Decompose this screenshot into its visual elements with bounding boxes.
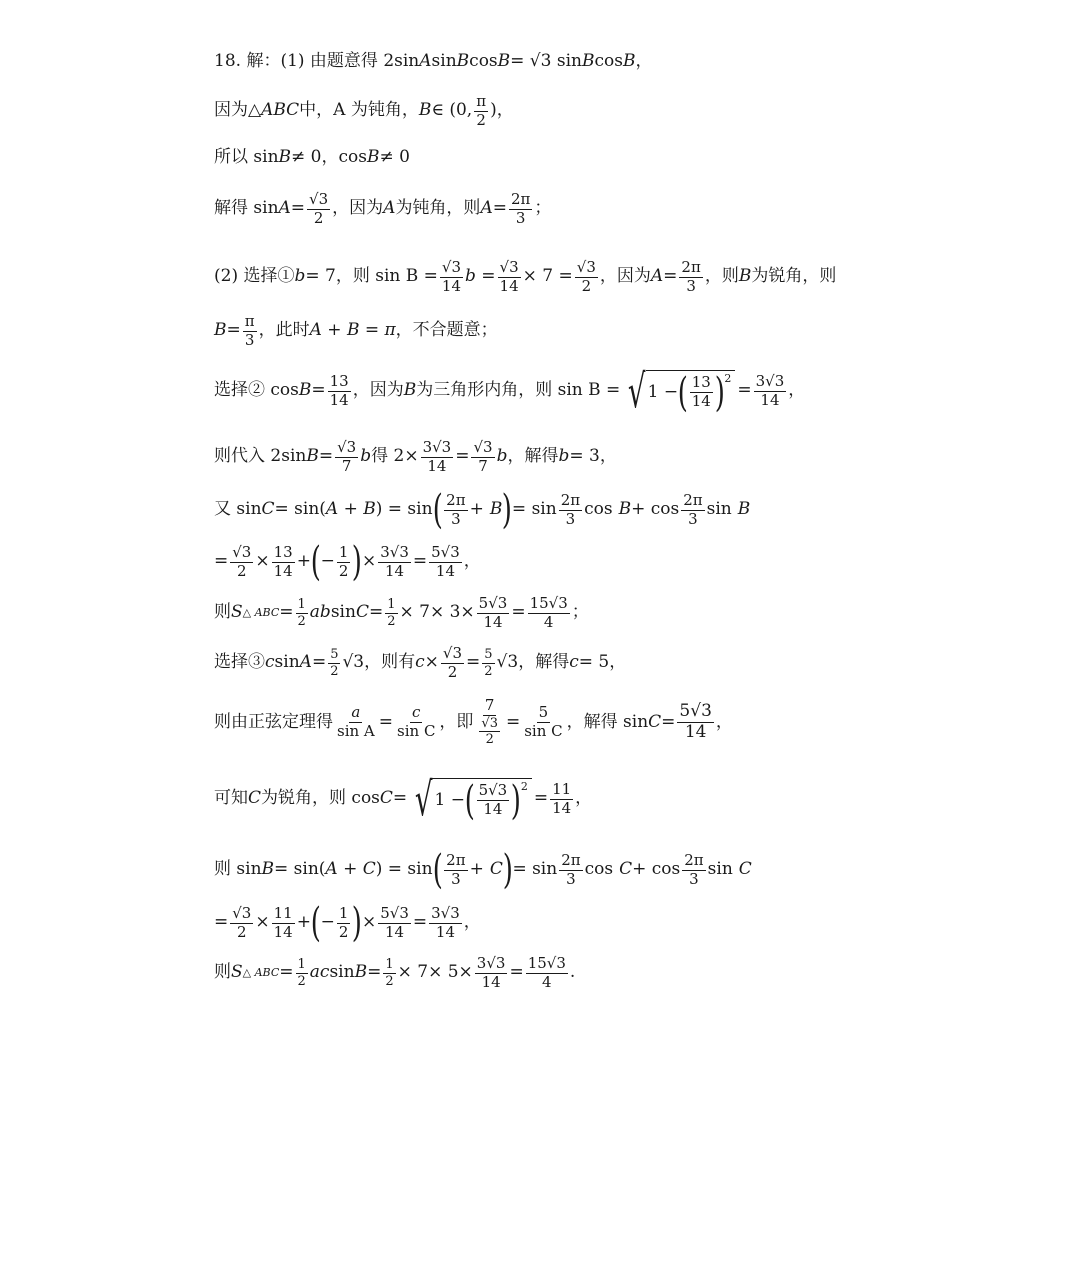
text: ； [571, 602, 589, 623]
var: B [366, 147, 380, 167]
text: = [466, 652, 481, 673]
fraction: $\frac{13}{14}$ [329, 371, 349, 409]
fraction: $\frac{2\pi}{3}$ [683, 490, 703, 528]
text: √3，则有 [342, 652, 416, 673]
text: + [469, 859, 484, 880]
fraction: $\frac{a}{\text{sin A}}$ [337, 703, 375, 741]
fraction: $\frac{5}{2}$ [330, 647, 339, 679]
text: (2) 选择① [214, 266, 295, 287]
solution-line-5 [214, 260, 836, 295]
text: sin [274, 652, 300, 673]
var: b [496, 446, 508, 467]
text: ，即 [439, 711, 474, 732]
expr: A + B = π [309, 320, 396, 341]
text: 则由正弦定理得 [214, 711, 333, 732]
text: 可知 [214, 788, 248, 809]
fraction: $\frac{√3}{2}$ [309, 190, 329, 227]
square-root: √ 1 − ( $\frac{5√3}{14}$ ) $^2$ [409, 776, 532, 822]
var: B [738, 266, 752, 287]
text: )， [490, 100, 514, 121]
text: = [533, 788, 549, 809]
text: × [361, 551, 377, 572]
fraction: $\frac{2\pi}{3}$ [510, 190, 531, 227]
text: = sin( [274, 499, 326, 520]
fraction: $\frac{5}{\text{sin C}}$ [524, 703, 563, 741]
var: A [383, 198, 396, 219]
text: = [368, 602, 384, 623]
radical-sign: √ [628, 364, 646, 418]
text: = [663, 266, 678, 287]
var: C [379, 788, 393, 809]
text: + [296, 912, 311, 933]
radical-sign: √ [415, 772, 433, 826]
text: = 7，则 sin B = [305, 266, 438, 287]
fraction: $\frac{c}{\text{sin C}}$ [397, 703, 436, 741]
fraction: $\frac{1}{2}$ [297, 597, 306, 629]
solution-line-2 [214, 94, 514, 129]
text: = √3 sin [510, 51, 582, 71]
text: = [290, 198, 306, 219]
fraction: $\frac{1}{2}$ [297, 957, 306, 989]
text: = sin [511, 499, 557, 520]
fraction: $\frac{√3}{7}$ [337, 438, 357, 475]
text: sin [706, 499, 732, 520]
var: B [403, 380, 417, 401]
var: A [650, 266, 664, 287]
var: ac [309, 962, 330, 983]
text: ，因为 [332, 198, 384, 219]
fraction: $\frac{√3}{2}$ [232, 542, 252, 580]
text: ，不合题意； [395, 320, 498, 341]
text: = [214, 912, 229, 933]
text: 为锐角，则 cos [261, 788, 380, 809]
text: cos [594, 51, 623, 71]
var: B [456, 51, 470, 71]
var: B [306, 446, 319, 467]
text: = [279, 962, 294, 983]
text: 为钝角，则 [395, 198, 481, 219]
text: sin [431, 51, 457, 71]
var: A [419, 51, 432, 71]
text: × 7× 3× [399, 602, 475, 623]
text: √3，解得 [496, 652, 570, 673]
text: cos [584, 859, 614, 880]
text: ， [788, 380, 806, 401]
var: B [214, 320, 227, 341]
text: = [661, 711, 676, 732]
text: − [320, 912, 335, 933]
text: = [511, 602, 526, 623]
text: ，此时 [258, 320, 310, 341]
text: × [424, 652, 439, 673]
text: = 5， [578, 652, 627, 673]
text: ，则 [704, 266, 739, 287]
var: c [415, 652, 425, 673]
text: ， [463, 551, 481, 572]
text: 则 [214, 602, 231, 623]
text: − [320, 551, 335, 572]
text: ) = sin [375, 859, 433, 880]
text: = [367, 962, 382, 983]
text: + [296, 551, 311, 572]
var: A [480, 198, 493, 219]
text: 中，A 为钝角， [299, 100, 419, 121]
fraction: $\frac{5√3}{14}$ [478, 594, 508, 631]
var: ABC [261, 100, 300, 121]
solution-line-16 [214, 900, 481, 946]
text: 得 2× [371, 446, 419, 467]
subscript: △ ABC [242, 605, 280, 619]
paren-open: ( [432, 847, 443, 893]
text: = [505, 711, 521, 732]
var: b [360, 446, 372, 467]
fraction: $\frac{√3}{2}$ [232, 903, 252, 941]
text: + cos [631, 499, 680, 520]
fraction: $\frac{5}{2}$ [484, 647, 493, 679]
text: ，因为 [352, 380, 404, 401]
var: B [261, 859, 275, 880]
var: B [622, 51, 636, 71]
text: 选择③ [214, 652, 265, 673]
fraction: $\frac{√3}{2}$ [576, 258, 596, 295]
text: × 7× 5× [397, 962, 473, 983]
text: sin [707, 859, 733, 880]
fraction: $\frac{1}{2}$ [338, 542, 349, 580]
var: B [489, 499, 503, 520]
compound-fraction: $\frac{7}{\frac{√3}{2}}$ [481, 696, 498, 748]
text: × 7 = [522, 266, 573, 287]
text: 选择② cos [214, 380, 299, 401]
text: + cos [632, 859, 681, 880]
var: C [489, 859, 503, 880]
fraction: $\frac{3√3}{14}$ [476, 954, 506, 991]
solution-line-13 [214, 698, 733, 747]
text: 则 sin [214, 859, 262, 880]
text: = [509, 962, 524, 983]
text: ≠ 0，cos [291, 147, 367, 167]
fraction: $\frac{1}{2}$ [387, 597, 396, 629]
expr: A + B [325, 499, 376, 520]
solution-line-14 [214, 772, 593, 826]
var: ab [309, 602, 331, 623]
text: ， [715, 711, 733, 732]
fraction: $\frac{2\pi}{3}$ [681, 258, 701, 295]
text: = [412, 912, 428, 933]
fraction: $\frac{3√3}{14}$ [422, 438, 452, 475]
paren-close: ) [352, 900, 363, 946]
fraction: $\frac{1}{2}$ [338, 903, 349, 941]
text: cos [584, 499, 613, 520]
solution-line-17 [214, 956, 575, 991]
solution-line-12 [214, 646, 626, 681]
text: sin [330, 602, 356, 623]
text: ，解得 [507, 446, 559, 467]
text: ≠ 0 [379, 147, 410, 167]
solution-line-7 [214, 364, 806, 418]
fraction: $\frac{5√3}{14}$ [679, 701, 712, 743]
text: 因为△ [214, 100, 262, 121]
text: × [361, 912, 377, 933]
fraction: $\frac{11}{14}$ [552, 779, 572, 817]
var: b [294, 266, 306, 287]
fraction: $\frac{2\pi}{3}$ [560, 490, 581, 528]
text: ， [575, 788, 593, 809]
text: ∈ (0, [431, 100, 473, 121]
var: B [298, 380, 312, 401]
solution-line-6 [214, 314, 498, 349]
text: = [311, 380, 326, 401]
text: = [492, 198, 507, 219]
fraction: $\frac{\pi}{2}$ [476, 92, 487, 129]
text: 又 sin [214, 499, 262, 520]
paren-open: ( [432, 487, 443, 533]
text: = [392, 788, 408, 809]
fraction: $\frac{15√3}{4}$ [527, 954, 566, 991]
solution-line-3 [214, 148, 410, 168]
solution-line-11 [214, 596, 589, 631]
text: ) = sin [375, 499, 433, 520]
text: ； [534, 198, 552, 219]
var: B [278, 147, 292, 167]
text: = sin( [274, 859, 326, 880]
var: C [619, 859, 633, 880]
fraction: $\frac{√3}{7}$ [473, 438, 493, 475]
fraction: $\frac{15√3}{4}$ [529, 594, 568, 631]
var: B [497, 51, 511, 71]
var: A [278, 198, 291, 219]
square-root: √ 1 − ( $\frac{13}{14}$ ) $^2$ [622, 368, 735, 414]
text: = [737, 380, 752, 401]
subscript: △ ABC [242, 965, 280, 979]
fraction: $\frac{11}{14}$ [273, 903, 293, 941]
text: = [214, 551, 229, 572]
var: C [261, 499, 275, 520]
text: = [378, 711, 394, 732]
expr: A + C [325, 859, 376, 880]
text: = [412, 551, 428, 572]
paren-open: ( [310, 539, 321, 585]
var: B [618, 499, 632, 520]
var: B [418, 100, 432, 121]
fraction: $\frac{3√3}{14}$ [380, 542, 409, 580]
var: A [299, 652, 312, 673]
fraction: $\frac{2\pi}{3}$ [446, 490, 466, 528]
fraction: $\frac{√3}{14}$ [441, 258, 462, 295]
solution-line-1 [214, 52, 652, 72]
text: + [469, 499, 484, 520]
var: S [231, 962, 243, 983]
text: 则代入 2sin [214, 446, 307, 467]
solution-line-9 [214, 487, 751, 533]
solution-line-15 [214, 847, 752, 893]
text: ， [635, 51, 653, 71]
var: b [558, 446, 570, 467]
text: 为三角形内角，则 sin B = [416, 380, 621, 401]
text: 为锐角，则 [751, 266, 837, 287]
fraction: $\frac{√3}{14}$ [499, 258, 519, 295]
paren-open: ( [310, 900, 321, 946]
fraction: $\frac{5√3}{14}$ [380, 903, 409, 941]
fraction: $\frac{3√3}{14}$ [431, 903, 460, 941]
fraction: $\frac{2\pi}{3}$ [684, 850, 704, 888]
text: = [226, 320, 241, 341]
text: ，因为 [599, 266, 651, 287]
var: c [569, 652, 579, 673]
text: ， [463, 912, 481, 933]
text: × [255, 912, 270, 933]
text: = [311, 652, 327, 673]
text: ，解得 sin [566, 711, 649, 732]
text: = [318, 446, 334, 467]
var: B [581, 51, 595, 71]
paren-close: ) [352, 539, 363, 585]
fraction: $\frac{1}{2}$ [385, 957, 394, 989]
text: = [455, 446, 470, 467]
var: B [737, 499, 751, 520]
fraction: $\frac{13}{14}$ [273, 542, 293, 580]
fraction: $\frac{2\pi}{3}$ [446, 850, 466, 888]
text: cos [469, 51, 498, 71]
var: C [738, 859, 752, 880]
var: c [265, 652, 275, 673]
text: 所以 sin [214, 147, 279, 167]
text: sin [329, 962, 355, 983]
solution-line-4 [214, 192, 551, 227]
var: B [354, 962, 368, 983]
text: 解得 sin [214, 198, 279, 219]
fraction: $\frac{√3}{2}$ [442, 644, 463, 681]
text: × [255, 551, 270, 572]
text: 则 [214, 962, 231, 983]
text: = [279, 602, 294, 623]
text: 18. 解：(1) 由题意得 2sin [214, 51, 420, 71]
fraction: $\frac{5√3}{14}$ [431, 542, 460, 580]
var: C [648, 711, 662, 732]
var: S [231, 602, 243, 623]
paren-close: ) [502, 847, 513, 893]
solution-line-10 [214, 539, 481, 585]
paren-close: ) [502, 487, 513, 533]
text: = sin [512, 859, 558, 880]
fraction: $\frac{\pi}{3}$ [244, 312, 255, 349]
fraction: $\frac{2\pi}{3}$ [561, 850, 581, 888]
fraction: $\frac{3√3}{14}$ [755, 371, 785, 409]
solution-line-8 [214, 440, 617, 475]
text: = 3， [569, 446, 617, 467]
var: C [248, 788, 262, 809]
var: C [355, 602, 369, 623]
text: . [569, 962, 576, 983]
text: b = [465, 266, 496, 287]
